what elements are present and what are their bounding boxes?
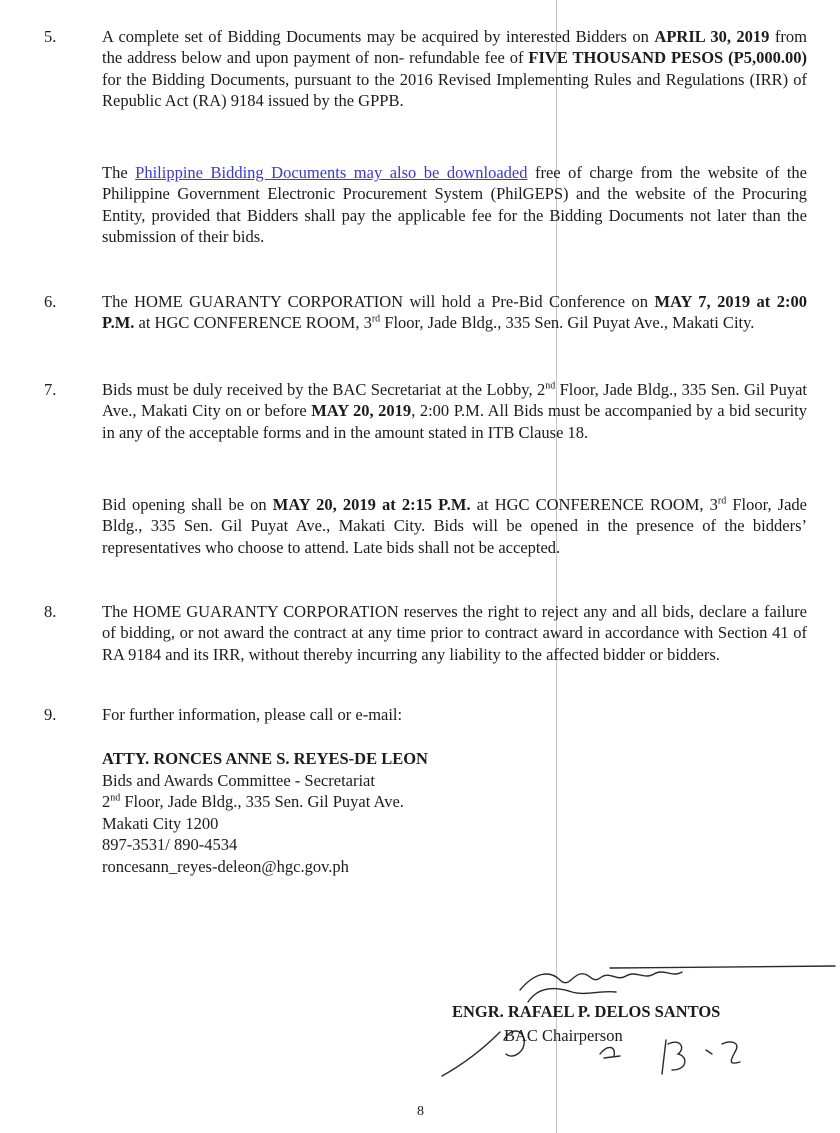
text-run: Floor, Jade Bldg., 335 Sen. Gil Puyat Ave., Makati City. Bids will be opened in the presence of the bidders’ representatives who choose to attend. Late bids shall not be accepted. bbox=[102, 495, 807, 557]
bold-text: APRIL 30, 2019 bbox=[654, 27, 770, 46]
text-run: Bids must be duly received by the BAC Secretariat at the Lobby, 2 bbox=[102, 380, 546, 399]
bold-text: MAY 20, 2019 bbox=[311, 401, 412, 421]
superscript: rd bbox=[371, 313, 381, 325]
download-link[interactable]: Philippine Bidding Documents may also be downloaded bbox=[135, 163, 528, 182]
paragraph bbox=[102, 704, 807, 725]
superscript: nd bbox=[545, 380, 556, 392]
bold-text: MAY 7, 2019 at 2:00 P.M. bbox=[102, 292, 807, 333]
contact-name: ATTY. RONCES ANNE S. REYES-DE LEON bbox=[102, 749, 428, 768]
contact-committee: Bids and Awards Committee - Secretariat bbox=[102, 770, 375, 790]
item-number: 7. bbox=[44, 380, 57, 399]
paragraph bbox=[102, 494, 807, 558]
paragraph bbox=[102, 162, 807, 248]
signatory-title: BAC Chairperson bbox=[504, 1026, 623, 1045]
text-run: for the Bidding Documents, pursuant to the 2016 Revised Implementing Rules and Regulations (IRR) of Republic Act (RA) 9184 issued by the GPPB. bbox=[102, 69, 807, 111]
text-run: A complete set of Bidding Documents may be acquired by interested Bidders on bbox=[102, 27, 655, 46]
item-number: 9. bbox=[44, 705, 57, 724]
item-number: 6. bbox=[44, 292, 57, 311]
text-run: from the address below and upon payment of non- refundable fee of bbox=[102, 27, 807, 68]
paragraph bbox=[102, 291, 807, 334]
signature-scribble bbox=[440, 962, 840, 1082]
address-rest: Floor, Jade Bldg., 335 Sen. Gil Puyat Ave. bbox=[120, 792, 404, 812]
text-run: Floor, Jade Bldg., 335 Sen. Gil Puyat Ave., Makati City. bbox=[380, 313, 755, 333]
text-run: The bbox=[102, 163, 136, 182]
paragraph bbox=[102, 601, 807, 665]
text-run: Bid opening shall be on bbox=[102, 495, 273, 514]
contact-email: roncesann_reyes-deleon@hgc.gov.ph bbox=[102, 856, 349, 876]
signatory-name: ENGR. RAFAEL P. DELOS SANTOS bbox=[452, 1002, 721, 1021]
page-number: 8 bbox=[417, 1104, 424, 1119]
bold-text: FIVE THOUSAND PESOS (P5,000.00) bbox=[528, 48, 807, 68]
floor-suffix: nd bbox=[110, 792, 121, 804]
contact-block bbox=[102, 748, 622, 878]
signature-block bbox=[440, 962, 840, 1082]
text-run: , 2:00 P.M. All Bids must be accompanied by a bid security in any of the acceptable forms and in the amount stated in ITB Clause 18. bbox=[102, 401, 807, 442]
item-number: 8. bbox=[44, 602, 57, 621]
item-number: 5. bbox=[44, 27, 57, 46]
text-run: For further information, please call or e-mail: bbox=[102, 705, 403, 724]
text-run: at HGC CONFERENCE ROOM, 3 bbox=[134, 313, 372, 333]
text-run: The HOME GUARANTY CORPORATION reserves the right to reject any and all bids, declare a failure of bidding, or not award the contract at any time prior to contract award in accordance with Section 41 of RA 9184 and its IRR, without thereby incurring any liability to the affected bidder or bidders. bbox=[102, 602, 807, 664]
contact-address bbox=[102, 791, 622, 813]
paragraph bbox=[102, 26, 807, 112]
text-run: The HOME GUARANTY CORPORATION will hold a Pre-Bid Conference on bbox=[102, 292, 655, 311]
contact-city: Makati City 1200 bbox=[102, 813, 219, 833]
superscript: rd bbox=[717, 495, 727, 507]
text-run: Floor, Jade Bldg., 335 Sen. Gil Puyat Ave., Makati City on or before bbox=[102, 380, 807, 421]
floor-number: 2 bbox=[102, 792, 111, 812]
text-run: at HGC CONFERENCE ROOM, 3 bbox=[470, 495, 718, 514]
text-run: free of charge from the website of the Philippine Government Electronic Procurement System (PhilGEPS) and the website of the Procuring Entity, provided that Bidders shall pay the applicable fee for the Bidding Documents not later than the submission of their bids. bbox=[102, 163, 808, 247]
paragraph bbox=[102, 379, 807, 443]
contact-phone: 897-3531/ 890-4534 bbox=[102, 835, 238, 855]
bold-text: MAY 20, 2019 at 2:15 P.M. bbox=[272, 495, 471, 514]
